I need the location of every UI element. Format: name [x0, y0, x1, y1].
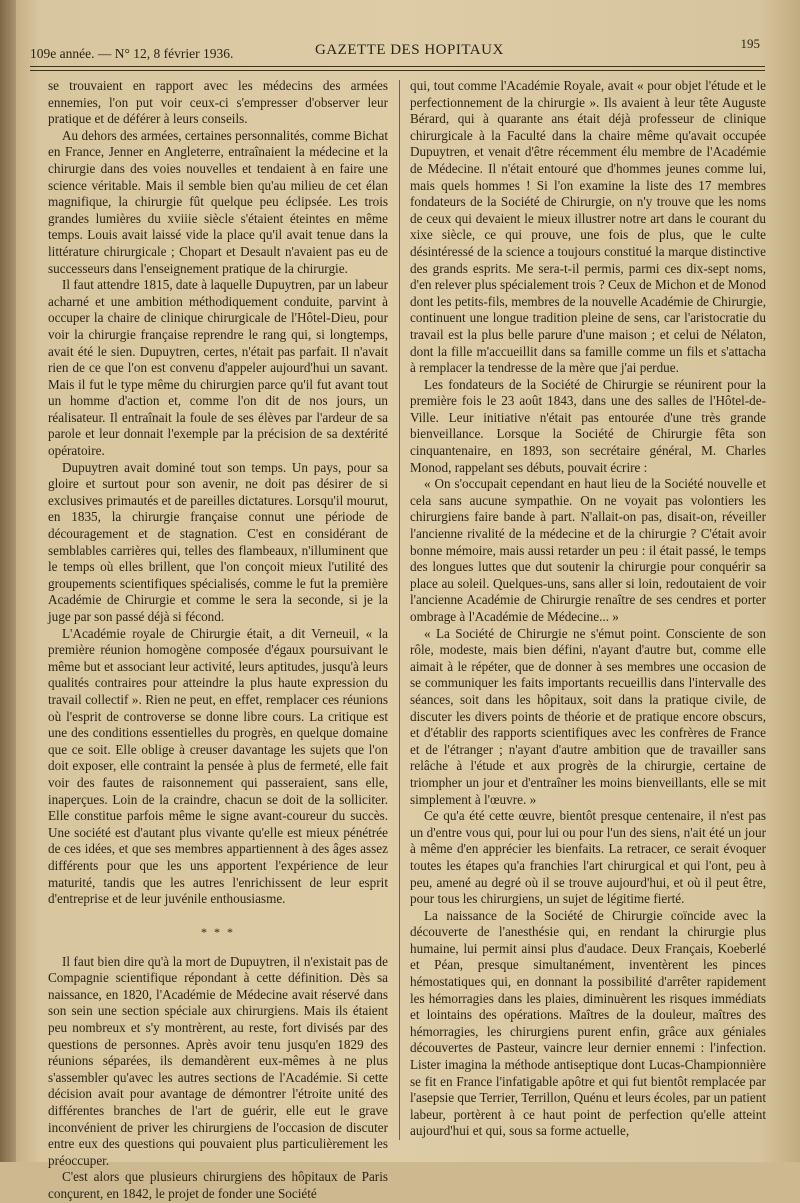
right-column [410, 78, 766, 1148]
paragraph: L'Académie royale de Chirurgie était, a dit Verneuil, « la première réunion homogène composée d'égaux poursuivant le même but et associant leur activité, leurs aptitudes, jusqu'à leurs qualités contraires pour atteindre la plus haute expression du travail collectif ». Rien ne peut, en effet, remplacer ces réunions où l'esprit de controverse se donne libre cours. La critique est une des conditions essentielles du progrès, en quelque domaine que ce soit. Elle oblige à creuser davantage les sujets que l'on doit exposer, elle contraint la pensée à plus de fermeté, elle fait voir des fautes de raisonnement qui passeraient, sans elle, inaperçues. Loin de la craindre, chacun se doit de la solliciter. Elle constitue parfois même le signe avant-coureur du succès. Une société est d'autant plus vivante qu'elle est mieux pénétrée de ces idées, et que ses membres appartiennent à des âges assez différents pour que les uns apportent l'expérience de leur maturité, tandis que les autres l'enrichissent de leur esprit d'entreprise et de leur juvénile enthousiasme. [48, 625, 388, 907]
paragraph: Il faut attendre 1815, date à laquelle Dupuytren, par un labeur acharné et une ambition méthodiquement conduite, parvint à occuper la chaire de clinique chirurgicale de l'Hôtel-Dieu, pour voir la chirurgie française reprendre le rang qui, si longtemps, avait été le sien. Dupuytren, certes, n'était pas parfait. Il n'avait rien de ce que l'on est convenu d'appeler aujourd'hui un savant. Mais il fut le type même du chirurgien parce qu'il fut avant tout un homme d'action et, comme l'on dit de nos jours, un réalisateur. Il entraînait la foule de ses élèves par l'ardeur de sa parole et leur donnait l'exemple par la précision de sa dextérité opératoire. [48, 277, 388, 459]
issue-info: 109e année. — N° 12, 8 février 1936. [30, 46, 234, 61]
paragraph: Ce qu'a été cette œuvre, bientôt presque centenaire, il n'est pas un d'entre vous qui, pour lui ou pour l'un des siens, n'ait été un jour à même d'en apprécier les bienfaits. La retracer, ce serait évoquer toutes les étapes qu'a franchies l'art chirurgical et qui l'ont, peu à peu, amené au degré où il se trouve aujourd'hui, et où il peut être, pour tous les chirurgiens, un sujet de légitime fierté. [410, 808, 766, 907]
journal-title: GAZETTE DES HOPITAUX [315, 42, 504, 58]
column-divider [399, 80, 400, 1140]
header-rule [30, 66, 765, 67]
paragraph: Les fondateurs de la Société de Chirurgie se réunirent pour la première fois le 23 août 1843, dans une des salles de l'Hôtel-de-Ville. Leur initiative n'était pas entourée d'une très grande bienveillance. Lorsque la Société de Chirurgie fêta son cinquantenaire, en 1893, son secrétaire général, M. Charles Monod, rappelant ses débuts, pouvait écrire : [410, 376, 766, 475]
paragraph: Au dehors des armées, certaines personnalités, comme Bichat en France, Jenner en Angleterre, entraînaient la médecine et la chirurgie dans des voies nouvelles et tendaient à en faire une science véritable. Mais il semble bien qu'au milieu de cet élan magnifique, la chirurgie fût quelque peu éclipsée. Les trois grandes lumières du xviiie siècle s'étaient éteintes en même temps. Louis avait laissé vide la place qu'il avait tenue dans la littérature chirurgicale ; Chopart et Desault n'avaient pas eu de successeurs dans l'enseignement pratique de la chirurgie. [48, 127, 388, 276]
header-rule-thin [30, 70, 765, 71]
paragraph: se trouvaient en rapport avec les médecins des armées ennemies, l'on put voir ceux-ci s'empresser d'observer leur pratique et de déférer à leurs conseils. [48, 78, 388, 127]
binding-spine [0, 0, 16, 1162]
page-number: 195 [740, 36, 760, 51]
left-column [48, 78, 388, 1201]
paragraph: C'est alors que plusieurs chirurgiens des hôpitaux de Paris conçurent, en 1842, le projet de fonder une Société [48, 1169, 388, 1201]
paragraph: qui, tout comme l'Académie Royale, avait « pour objet l'étude et le perfectionnement de la chirurgie ». Ils avaient à leur tête Auguste Bérard, qui à quarante ans était déjà professeur de clinique chirurgicale à la Faculté dans la chaire même qu'avait occupée Dupuytren, et venait d'être récemment élu membre de l'Académie de Médecine. Il n'était entouré que d'hommes jeunes comme lui, mais quels hommes ! Si l'on examine la liste des 17 membres fondateurs de la Société de Chirurgie, on n'y trouve que les noms de ceux qui devaient le mieux illustrer notre art dans le courant du xixe siècle, ce qui prouve, une fois de plus, que le culte désintéressé de la science a toujours constitué la marque distinctive des grands esprits. Me sera-t-il permis, parmi ces dix-sept noms, d'en relever plus spécialement trois ? Ceux de Michon et de Monod dont les petits-fils, membres de la nouvelle Académie de Chirurgie, continuent une longue tradition pleine de sens, car l'aristocratie du travail est la plus belle parure d'une maison ; et celui de Nélaton, dont la fille m'accueillit dans sa famille comme un fils et s'attacha à remplacer la tendresse de la mère que j'ai perdue. [410, 78, 766, 376]
quote-paragraph: « On s'occupait cependant en haut lieu de la Société nouvelle et cela sans aucune sympathie. On ne voyait pas volontiers les chirurgiens faire bande à part. N'allait-on pas, disait-on, réveiller l'ancienne rivalité de la médecine et de la chirurgie ? C'était avoir bonne mémoire, mais aussi retarder un peu : il était passé, le temps des longues luttes que dut soutenir la chirurgie pour conquérir sa place au soleil. Quelques-uns, sans aller si loin, redoutaient de voir l'ancienne Académie de Chirurgie renaître de ses cendres et porter ombrage à l'Académie de Médecine... » [410, 476, 766, 624]
page-header [30, 36, 760, 62]
section-separator: * * * [201, 924, 235, 939]
paragraph: Il faut bien dire qu'à la mort de Dupuytren, il n'existait pas de Compagnie scientifique répondant à cette définition. Dès sa naissance, en 1820, l'Académie de Médecine avait réservé dans son sein une section spéciale aux chirurgiens. Mais ils étaient peu nombreux et s'y montrèrent, au reste, fort divisés par des questions de personnes. Après avoir tenu jusqu'en 1829 des réunions séparées, ils demandèrent eux-mêmes à ne plus s'assembler qu'avec les autres sections de l'Académie. Si cette décision avait pour avantage de démontrer l'étroite unité des différentes branches de l'art de guérir, elle eut le grave inconvénient de priver les chirurgiens de l'occasion de discuter entre eux des questions qui pouvaient plus particulièrement les préoccuper. [48, 953, 388, 1168]
quote-paragraph: « La Société de Chirurgie ne s'émut point. Consciente de son rôle, modeste, mais bien défini, n'ayant d'autre but, comme elle aimait à le répéter, que de donner à ses membres une occasion de se communiquer les faits importants recueillis dans l'intervalle des séances, soit dans les hôpitaux, soit dans la pratique civile, de discuter les divers points de théorie et de pratique encore obscurs, et d'établir des rapports scientifiques avec les confrères de France et de l'étranger ; n'ayant d'autre ambition que de travailler sans relâche à l'étude et aux progrès de la chirurgie, certaine de triompher un jour et d'entraîner les moins bienveillants, elle se mit simplement à l'œuvre. » [410, 625, 766, 807]
paragraph: La naissance de la Société de Chirurgie coïncide avec la découverte de l'anesthésie qui, en rendant la chirurgie plus humaine, lui permit ainsi plus d'audace. Deux Français, Koeberlé et Péan, presque simultanément, inventèrent les pinces hémostatiques qui, en donnant la possibilité d'arrêter rapidement les hémorragies dans les plaies, diminuèrent les risques immédiats et lointains des opérations. Maîtres de la douleur, maîtres des hémorragies, les chirurgiens purent enfin, grâce aux géniales découvertes de Pasteur, vaincre leur dernier ennemi : l'infection. Lister imagina la méthode antiseptique dont Lucas-Championnière se fit en France l'infatigable apôtre et qui fut bientôt remplacée par l'asepsie que Terrier, Terrillon, Quénu et leurs écoles, par un patient labeur, portèrent à ce haut point de perfection qu'elle atteint aujourd'hui et qui, sous sa forme actuelle, [410, 907, 766, 1139]
paragraph: Dupuytren avait dominé tout son temps. Un pays, pour sa gloire et surtout pour son avenir, ne doit pas désirer de si exclusives primautés et de pareilles dictatures. Lorsqu'il mourut, en 1835, la chirurgie française connut une période de découragement et de stagnation. C'est en considérant de semblables carrières qui, telles des flambeaux, n'illuminent que le temps où elles brillent, que l'on conçoit mieux l'utilité des groupements scientifiques spécialisés, comme le fut la première Académie de Chirurgie et comme le sera la seconde, si je la juge par son passé déjà si fécond. [48, 459, 388, 624]
